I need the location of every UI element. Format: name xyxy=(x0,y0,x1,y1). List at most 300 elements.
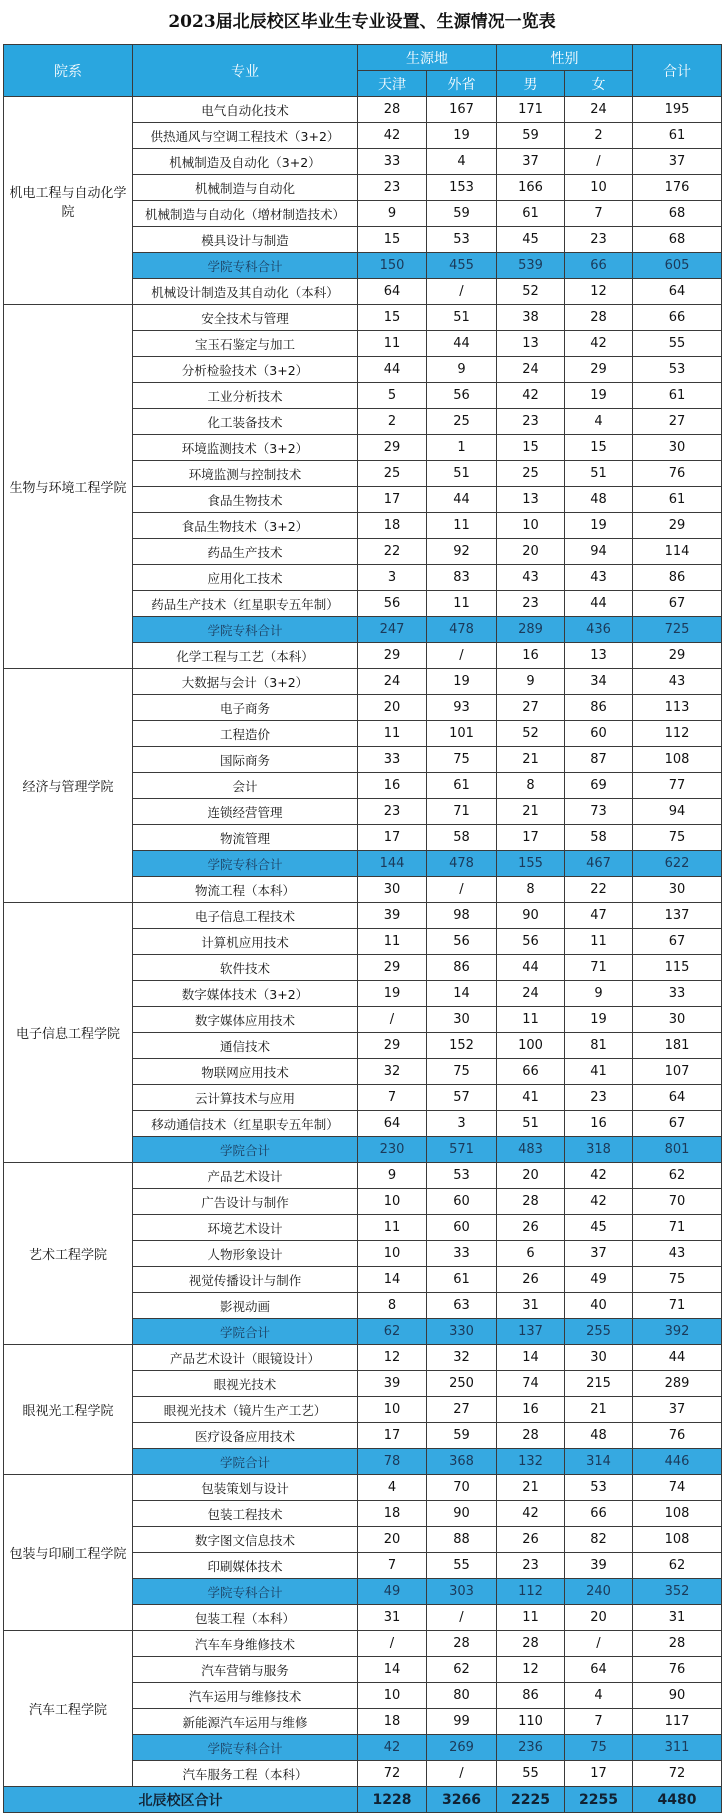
value-cell: 132 xyxy=(497,1449,565,1475)
value-cell: 107 xyxy=(633,1059,722,1085)
value-cell: 250 xyxy=(427,1371,497,1397)
value-cell: 59 xyxy=(427,1423,497,1449)
major-cell: 学院合计 xyxy=(133,1449,358,1475)
header-major: 专业 xyxy=(133,45,358,97)
value-cell: 17 xyxy=(358,825,427,851)
value-cell: 11 xyxy=(427,591,497,617)
value-cell: 3 xyxy=(427,1111,497,1137)
value-cell: 43 xyxy=(633,669,722,695)
major-cell: 食品生物技术 xyxy=(133,487,358,513)
value-cell: 23 xyxy=(565,227,633,253)
major-cell: 数字媒体应用技术 xyxy=(133,1007,358,1033)
value-cell: 29 xyxy=(633,643,722,669)
value-cell: 61 xyxy=(427,1267,497,1293)
value-cell: 110 xyxy=(497,1709,565,1735)
major-cell: 学院专科合计 xyxy=(133,851,358,877)
value-cell: 37 xyxy=(633,1397,722,1423)
value-cell: 230 xyxy=(358,1137,427,1163)
major-cell: 环境监测与控制技术 xyxy=(133,461,358,487)
value-cell: 31 xyxy=(633,1605,722,1631)
grand-total-row xyxy=(4,1787,722,1813)
value-cell: 43 xyxy=(565,565,633,591)
table-row xyxy=(4,97,722,123)
value-cell: 4 xyxy=(427,149,497,175)
value-cell: 99 xyxy=(427,1709,497,1735)
dept-cell: 机电工程与自动化学院 xyxy=(4,97,133,305)
value-cell: 31 xyxy=(497,1293,565,1319)
value-cell: 20 xyxy=(497,1163,565,1189)
header-total: 合计 xyxy=(633,45,722,97)
value-cell: 12 xyxy=(358,1345,427,1371)
major-cell: 环境艺术设计 xyxy=(133,1215,358,1241)
value-cell: 144 xyxy=(358,851,427,877)
value-cell: 62 xyxy=(633,1553,722,1579)
value-cell: 303 xyxy=(427,1579,497,1605)
major-cell: 包装工程（本科） xyxy=(133,1605,358,1631)
value-cell: 26 xyxy=(497,1527,565,1553)
value-cell: 113 xyxy=(633,695,722,721)
value-cell: 26 xyxy=(497,1267,565,1293)
value-cell: 30 xyxy=(633,1007,722,1033)
major-cell: 学院合计 xyxy=(133,1319,358,1345)
value-cell: 78 xyxy=(358,1449,427,1475)
value-cell: 29 xyxy=(358,1033,427,1059)
major-cell: 医疗设备应用技术 xyxy=(133,1423,358,1449)
value-cell: 153 xyxy=(427,175,497,201)
value-cell: 4 xyxy=(565,1683,633,1709)
value-cell: 16 xyxy=(497,643,565,669)
value-cell: 61 xyxy=(497,201,565,227)
major-cell: 电子商务 xyxy=(133,695,358,721)
value-cell: 11 xyxy=(497,1007,565,1033)
value-cell: 75 xyxy=(633,1267,722,1293)
value-cell: 318 xyxy=(565,1137,633,1163)
value-cell: 28 xyxy=(565,305,633,331)
value-cell: 43 xyxy=(633,1241,722,1267)
value-cell: 15 xyxy=(497,435,565,461)
value-cell: 269 xyxy=(427,1735,497,1761)
header-outside: 外省 xyxy=(427,71,497,97)
major-cell: 宝玉石鉴定与加工 xyxy=(133,331,358,357)
table-header xyxy=(4,45,722,97)
value-cell: 2 xyxy=(358,409,427,435)
major-cell: 食品生物技术（3+2） xyxy=(133,513,358,539)
value-cell: 240 xyxy=(565,1579,633,1605)
value-cell: 24 xyxy=(497,357,565,383)
value-cell: 68 xyxy=(633,201,722,227)
value-cell: 73 xyxy=(565,799,633,825)
major-cell: 应用化工技术 xyxy=(133,565,358,591)
major-cell: 产品艺术设计（眼镜设计） xyxy=(133,1345,358,1371)
value-cell: 90 xyxy=(497,903,565,929)
value-cell: 81 xyxy=(565,1033,633,1059)
value-cell: 33 xyxy=(427,1241,497,1267)
value-cell: 10 xyxy=(358,1189,427,1215)
major-cell: 广告设计与制作 xyxy=(133,1189,358,1215)
header-origin: 生源地 xyxy=(358,45,497,71)
value-cell: / xyxy=(565,1631,633,1657)
major-cell: 学院合计 xyxy=(133,1137,358,1163)
value-cell: 42 xyxy=(497,383,565,409)
value-cell: 64 xyxy=(565,1657,633,1683)
major-cell: 电气自动化技术 xyxy=(133,97,358,123)
value-cell: 45 xyxy=(565,1215,633,1241)
major-cell: 移动通信技术（红星职专五年制） xyxy=(133,1111,358,1137)
value-cell: 68 xyxy=(633,227,722,253)
value-cell: 14 xyxy=(497,1345,565,1371)
table-row xyxy=(4,305,722,331)
value-cell: 40 xyxy=(565,1293,633,1319)
value-cell: 72 xyxy=(358,1761,427,1787)
value-cell: 30 xyxy=(565,1345,633,1371)
value-cell: / xyxy=(427,1761,497,1787)
value-cell: 3 xyxy=(358,565,427,591)
value-cell: 11 xyxy=(427,513,497,539)
value-cell: 29 xyxy=(633,513,722,539)
value-cell: 19 xyxy=(565,1007,633,1033)
value-cell: 12 xyxy=(565,279,633,305)
value-cell: 4 xyxy=(565,409,633,435)
major-cell: 学院专科合计 xyxy=(133,1579,358,1605)
value-cell: 17 xyxy=(358,1423,427,1449)
value-cell: 57 xyxy=(427,1085,497,1111)
value-cell: 70 xyxy=(633,1189,722,1215)
page-title: 2023届北辰校区毕业生专业设置、生源情况一览表 xyxy=(168,12,556,32)
value-cell: 11 xyxy=(565,929,633,955)
value-cell: 44 xyxy=(497,955,565,981)
major-cell: 云计算技术与应用 xyxy=(133,1085,358,1111)
value-cell: 16 xyxy=(358,773,427,799)
value-cell: 43 xyxy=(497,565,565,591)
value-cell: 20 xyxy=(565,1605,633,1631)
value-cell: 53 xyxy=(565,1475,633,1501)
major-cell: 通信技术 xyxy=(133,1033,358,1059)
major-cell: 汽车服务工程（本科） xyxy=(133,1761,358,1787)
value-cell: 42 xyxy=(358,1735,427,1761)
table-row xyxy=(4,1631,722,1657)
value-cell: 34 xyxy=(565,669,633,695)
value-cell: 11 xyxy=(358,929,427,955)
value-cell: 51 xyxy=(427,305,497,331)
value-cell: 56 xyxy=(358,591,427,617)
value-cell: 62 xyxy=(633,1163,722,1189)
value-cell: 30 xyxy=(633,877,722,903)
value-cell: / xyxy=(427,877,497,903)
value-cell: 289 xyxy=(497,617,565,643)
value-cell: 98 xyxy=(427,903,497,929)
value-cell: 19 xyxy=(565,383,633,409)
value-cell: 10 xyxy=(565,175,633,201)
major-cell: 国际商务 xyxy=(133,747,358,773)
value-cell: / xyxy=(427,643,497,669)
value-cell: 39 xyxy=(358,903,427,929)
value-cell: 71 xyxy=(633,1293,722,1319)
value-cell: 15 xyxy=(565,435,633,461)
value-cell: 64 xyxy=(358,1111,427,1137)
value-cell: 176 xyxy=(633,175,722,201)
value-cell: 86 xyxy=(565,695,633,721)
major-cell: 机械制造与自动化（增材制造技术） xyxy=(133,201,358,227)
value-cell: 24 xyxy=(497,981,565,1007)
value-cell: 11 xyxy=(358,721,427,747)
value-cell: 53 xyxy=(427,1163,497,1189)
value-cell: 39 xyxy=(565,1553,633,1579)
value-cell: 28 xyxy=(358,97,427,123)
value-cell: 31 xyxy=(358,1605,427,1631)
value-cell: 53 xyxy=(427,227,497,253)
header-dept: 院系 xyxy=(4,45,133,97)
grand-total-value: 2225 xyxy=(497,1787,565,1813)
value-cell: 28 xyxy=(497,1189,565,1215)
table-row xyxy=(4,1475,722,1501)
major-cell: 人物形象设计 xyxy=(133,1241,358,1267)
major-cell: 影视动画 xyxy=(133,1293,358,1319)
value-cell: 61 xyxy=(633,487,722,513)
value-cell: 571 xyxy=(427,1137,497,1163)
value-cell: 167 xyxy=(427,97,497,123)
value-cell: 108 xyxy=(633,747,722,773)
major-cell: 软件技术 xyxy=(133,955,358,981)
value-cell: 10 xyxy=(358,1241,427,1267)
major-cell: 模具设计与制造 xyxy=(133,227,358,253)
value-cell: 446 xyxy=(633,1449,722,1475)
value-cell: 60 xyxy=(427,1215,497,1241)
value-cell: 33 xyxy=(358,149,427,175)
value-cell: 108 xyxy=(633,1501,722,1527)
value-cell: 19 xyxy=(427,123,497,149)
major-cell: 计算机应用技术 xyxy=(133,929,358,955)
value-cell: 28 xyxy=(497,1631,565,1657)
value-cell: 30 xyxy=(633,435,722,461)
value-cell: 801 xyxy=(633,1137,722,1163)
value-cell: 61 xyxy=(633,123,722,149)
value-cell: 539 xyxy=(497,253,565,279)
value-cell: 27 xyxy=(633,409,722,435)
value-cell: 38 xyxy=(497,305,565,331)
value-cell: 29 xyxy=(358,643,427,669)
value-cell: 455 xyxy=(427,253,497,279)
major-cell: 药品生产技术（红星职专五年制） xyxy=(133,591,358,617)
value-cell: 23 xyxy=(565,1085,633,1111)
dept-cell: 生物与环境工程学院 xyxy=(4,305,133,669)
value-cell: 42 xyxy=(565,1163,633,1189)
value-cell: / xyxy=(358,1007,427,1033)
value-cell: 42 xyxy=(497,1501,565,1527)
header-female: 女 xyxy=(565,71,633,97)
header-male: 男 xyxy=(497,71,565,97)
value-cell: 1 xyxy=(427,435,497,461)
major-cell: 学院专科合计 xyxy=(133,617,358,643)
value-cell: 13 xyxy=(497,331,565,357)
value-cell: 622 xyxy=(633,851,722,877)
value-cell: / xyxy=(358,1631,427,1657)
value-cell: 115 xyxy=(633,955,722,981)
value-cell: 92 xyxy=(427,539,497,565)
value-cell: 69 xyxy=(565,773,633,799)
value-cell: 11 xyxy=(358,331,427,357)
value-cell: 33 xyxy=(358,747,427,773)
value-cell: 25 xyxy=(427,409,497,435)
value-cell: 90 xyxy=(633,1683,722,1709)
value-cell: 41 xyxy=(565,1059,633,1085)
value-cell: 51 xyxy=(565,461,633,487)
value-cell: 88 xyxy=(427,1527,497,1553)
table-body xyxy=(4,97,722,1813)
value-cell: 87 xyxy=(565,747,633,773)
value-cell: 11 xyxy=(497,1605,565,1631)
major-cell: 学院专科合计 xyxy=(133,253,358,279)
major-cell: 化学工程与工艺（本科） xyxy=(133,643,358,669)
value-cell: 19 xyxy=(358,981,427,1007)
grand-total-value: 2255 xyxy=(565,1787,633,1813)
major-cell: 机械制造及自动化（3+2） xyxy=(133,149,358,175)
value-cell: 108 xyxy=(633,1527,722,1553)
value-cell: 23 xyxy=(358,175,427,201)
value-cell: 10 xyxy=(358,1397,427,1423)
value-cell: 236 xyxy=(497,1735,565,1761)
value-cell: 51 xyxy=(427,461,497,487)
major-cell: 印刷媒体技术 xyxy=(133,1553,358,1579)
value-cell: 52 xyxy=(497,279,565,305)
value-cell: 61 xyxy=(633,383,722,409)
value-cell: 2 xyxy=(565,123,633,149)
value-cell: 93 xyxy=(427,695,497,721)
major-cell: 新能源汽车运用与维修 xyxy=(133,1709,358,1735)
value-cell: 112 xyxy=(633,721,722,747)
value-cell: 94 xyxy=(633,799,722,825)
dept-cell: 经济与管理学院 xyxy=(4,669,133,903)
value-cell: 23 xyxy=(497,591,565,617)
value-cell: 66 xyxy=(565,253,633,279)
value-cell: 18 xyxy=(358,1501,427,1527)
value-cell: 13 xyxy=(565,643,633,669)
value-cell: 62 xyxy=(427,1657,497,1683)
value-cell: 16 xyxy=(497,1397,565,1423)
value-cell: 74 xyxy=(633,1475,722,1501)
value-cell: 8 xyxy=(358,1293,427,1319)
value-cell: 37 xyxy=(633,149,722,175)
value-cell: 55 xyxy=(427,1553,497,1579)
value-cell: 478 xyxy=(427,617,497,643)
value-cell: 100 xyxy=(497,1033,565,1059)
value-cell: 195 xyxy=(633,97,722,123)
value-cell: 16 xyxy=(565,1111,633,1137)
value-cell: 60 xyxy=(427,1189,497,1215)
major-cell: 汽车运用与维修技术 xyxy=(133,1683,358,1709)
major-cell: 汽车车身维修技术 xyxy=(133,1631,358,1657)
value-cell: 56 xyxy=(497,929,565,955)
value-cell: 114 xyxy=(633,539,722,565)
value-cell: 17 xyxy=(497,825,565,851)
value-cell: 64 xyxy=(633,279,722,305)
value-cell: 29 xyxy=(358,435,427,461)
value-cell: 24 xyxy=(565,97,633,123)
value-cell: 58 xyxy=(565,825,633,851)
value-cell: 32 xyxy=(358,1059,427,1085)
major-cell: 机械制造与自动化 xyxy=(133,175,358,201)
major-cell: 物流管理 xyxy=(133,825,358,851)
value-cell: 7 xyxy=(358,1085,427,1111)
major-cell: 物联网应用技术 xyxy=(133,1059,358,1085)
value-cell: 19 xyxy=(427,669,497,695)
value-cell: 60 xyxy=(565,721,633,747)
value-cell: 137 xyxy=(633,903,722,929)
value-cell: 28 xyxy=(633,1631,722,1657)
grand-total-value: 4480 xyxy=(633,1787,722,1813)
value-cell: 39 xyxy=(358,1371,427,1397)
value-cell: 6 xyxy=(497,1241,565,1267)
value-cell: 9 xyxy=(565,981,633,1007)
value-cell: 94 xyxy=(565,539,633,565)
value-cell: 48 xyxy=(565,487,633,513)
value-cell: 42 xyxy=(565,1189,633,1215)
value-cell: 27 xyxy=(427,1397,497,1423)
value-cell: 25 xyxy=(358,461,427,487)
value-cell: 137 xyxy=(497,1319,565,1345)
value-cell: 44 xyxy=(358,357,427,383)
value-cell: 75 xyxy=(565,1735,633,1761)
value-cell: 86 xyxy=(497,1683,565,1709)
value-cell: 20 xyxy=(497,539,565,565)
header-gender: 性别 xyxy=(497,45,633,71)
value-cell: 30 xyxy=(358,877,427,903)
value-cell: 63 xyxy=(427,1293,497,1319)
value-cell: 7 xyxy=(565,1709,633,1735)
value-cell: 314 xyxy=(565,1449,633,1475)
value-cell: 21 xyxy=(497,1475,565,1501)
value-cell: 311 xyxy=(633,1735,722,1761)
value-cell: 76 xyxy=(633,1657,722,1683)
major-cell: 机械设计制造及其自动化（本科） xyxy=(133,279,358,305)
major-cell: 大数据与会计（3+2） xyxy=(133,669,358,695)
value-cell: 59 xyxy=(497,123,565,149)
major-cell: 包装策划与设计 xyxy=(133,1475,358,1501)
value-cell: 21 xyxy=(497,747,565,773)
value-cell: 53 xyxy=(633,357,722,383)
value-cell: 47 xyxy=(565,903,633,929)
major-cell: 眼视光技术 xyxy=(133,1371,358,1397)
value-cell: 255 xyxy=(565,1319,633,1345)
value-cell: 41 xyxy=(497,1085,565,1111)
value-cell: 4 xyxy=(358,1475,427,1501)
value-cell: 8 xyxy=(497,877,565,903)
value-cell: 7 xyxy=(565,201,633,227)
major-cell: 安全技术与管理 xyxy=(133,305,358,331)
graduate-table xyxy=(3,44,722,1813)
value-cell: 82 xyxy=(565,1527,633,1553)
major-cell: 化工装备技术 xyxy=(133,409,358,435)
value-cell: 166 xyxy=(497,175,565,201)
value-cell: 605 xyxy=(633,253,722,279)
value-cell: 478 xyxy=(427,851,497,877)
major-cell: 学院专科合计 xyxy=(133,1735,358,1761)
table-row xyxy=(4,669,722,695)
value-cell: 28 xyxy=(497,1423,565,1449)
value-cell: 83 xyxy=(427,565,497,591)
value-cell: 86 xyxy=(427,955,497,981)
value-cell: 181 xyxy=(633,1033,722,1059)
value-cell: 24 xyxy=(358,669,427,695)
value-cell: 52 xyxy=(497,721,565,747)
value-cell: 37 xyxy=(497,149,565,175)
value-cell: 33 xyxy=(633,981,722,1007)
value-cell: 368 xyxy=(427,1449,497,1475)
value-cell: 152 xyxy=(427,1033,497,1059)
value-cell: 23 xyxy=(358,799,427,825)
value-cell: / xyxy=(427,1605,497,1631)
major-cell: 视觉传播设计与制作 xyxy=(133,1267,358,1293)
value-cell: 20 xyxy=(358,1527,427,1553)
